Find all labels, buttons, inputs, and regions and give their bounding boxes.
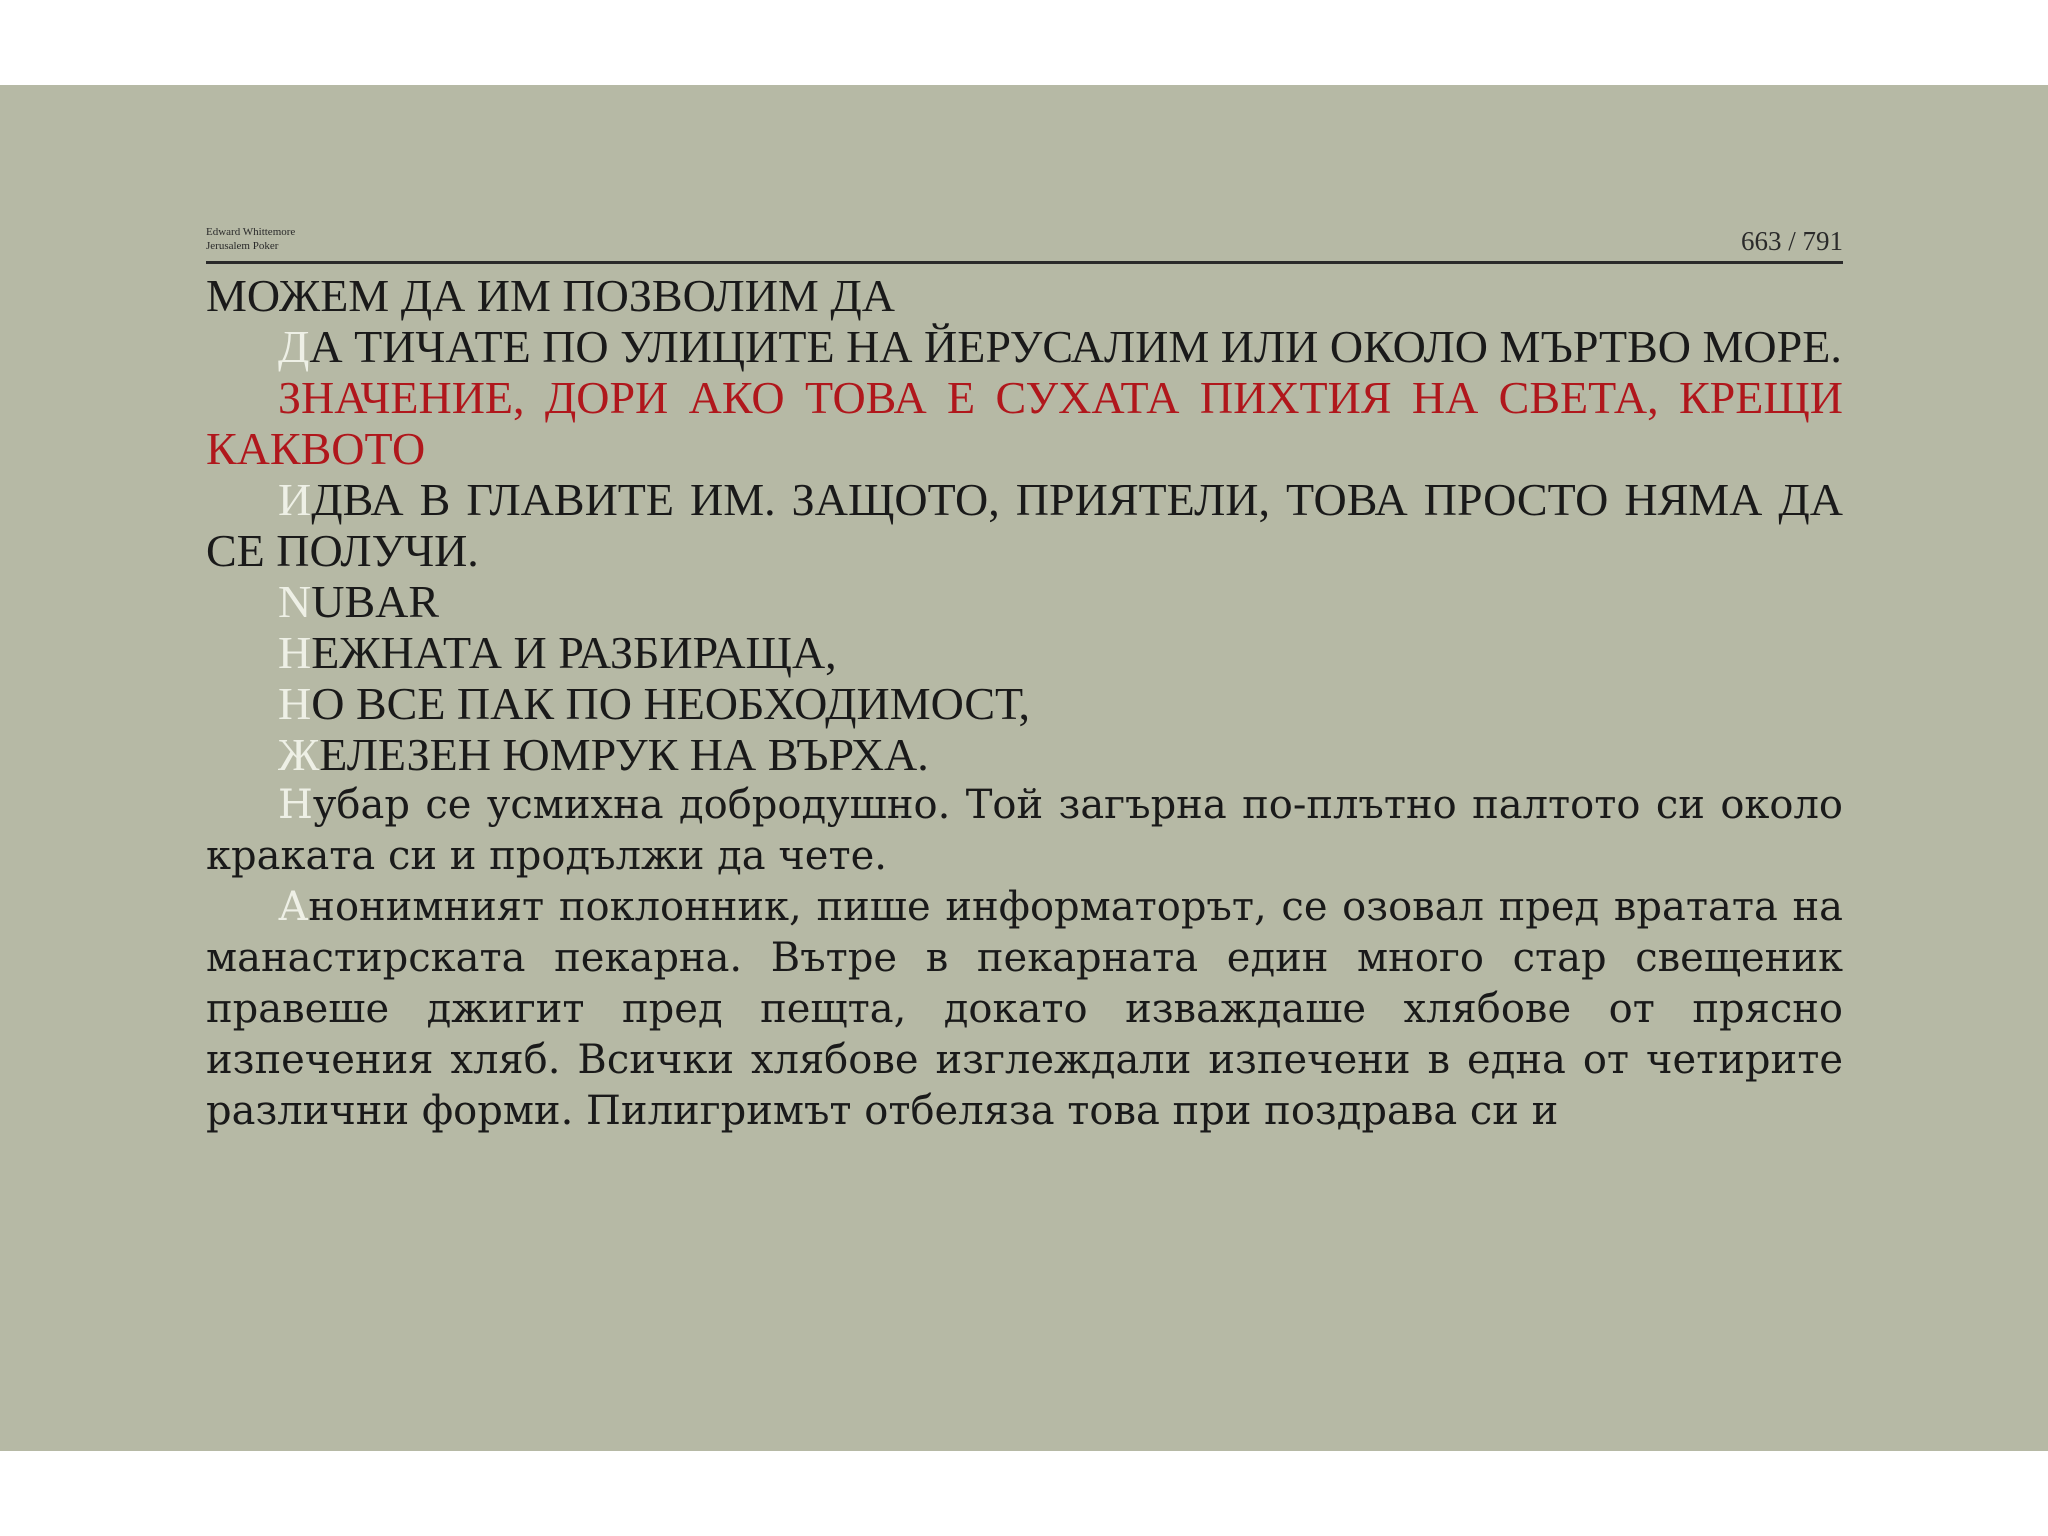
paragraph-5 — [206, 780, 1843, 882]
paragraph-5-text: убар се усмихна добродушно. Той загърна по-плътно палтото си около краката си и продължи да чете. — [206, 782, 1843, 879]
page-content — [206, 221, 1843, 1137]
book-title: Jerusalem Poker — [206, 240, 279, 252]
book-meta — [206, 225, 295, 253]
paragraph-2 — [206, 321, 1843, 372]
author-name: Edward Whittemore — [206, 226, 296, 238]
drop-cap: N — [278, 576, 312, 627]
verse-line-2-text: ЕЖНАТА И РАЗБИРАЩА, — [311, 627, 837, 678]
drop-cap: Ж — [278, 729, 320, 780]
verse-line-1 — [206, 576, 1843, 627]
drop-cap: Д — [278, 321, 310, 372]
paragraph-6-text: нонимният поклонник, пише информаторът, се озовал пред вратата на манастирската пекарна. Вътре в пекарната един много стар свещеник правеше джигит пред пещта, докато изваждаше хлябове от прясно изпечения хляб. Всички хлябове изглеждали изпечени в една от четирите различни форми. Пилигримът отбеляза това при поздрава си и — [206, 884, 1843, 1134]
reader-page — [0, 85, 2048, 1451]
page-indicator: 663 / 791 — [1740, 226, 1843, 256]
verse-line-2 — [206, 627, 1843, 678]
verse-line-3-text: О ВСЕ ПАК ПО НЕОБХОДИМОСТ, — [311, 678, 1031, 729]
page-header — [206, 221, 1843, 264]
drop-cap: Н — [278, 678, 312, 729]
paragraph-4 — [206, 474, 1843, 576]
verse-line-4 — [206, 729, 1843, 780]
verse-line-4-text: ЕЛЕЗЕН ЮМРУК НА ВЪРХА. — [319, 729, 929, 780]
drop-cap: А — [278, 884, 309, 930]
paragraph-6 — [206, 882, 1843, 1137]
drop-cap: И — [278, 474, 312, 525]
drop-cap: Н — [278, 782, 313, 828]
verse-line-1-text: UBAR — [311, 576, 440, 627]
verse-line-3 — [206, 678, 1843, 729]
paragraph-1: МОЖЕМ ДА ИМ ПОЗВОЛИМ ДА — [206, 270, 895, 321]
paragraph-4-text: ДВА В ГЛАВИТЕ ИМ. ЗАЩОТО, ПРИЯТЕЛИ, ТОВА ПРОСТО НЯМА ДА СЕ ПОЛУЧИ. — [206, 474, 1843, 576]
paragraph-3-highlighted: ЗНАЧЕНИЕ, ДОРИ АКО ТОВА Е СУХАТА ПИХТИЯ НА СВЕТА, КРЕЩИ КАКВОТО — [206, 372, 1843, 474]
paragraph-2-text: А ТИЧАТЕ ПО УЛИЦИТЕ НА ЙЕРУСАЛИМ ИЛИ ОКОЛО МЪРТВО МОРЕ. — [309, 321, 1842, 372]
drop-cap: Н — [278, 627, 312, 678]
